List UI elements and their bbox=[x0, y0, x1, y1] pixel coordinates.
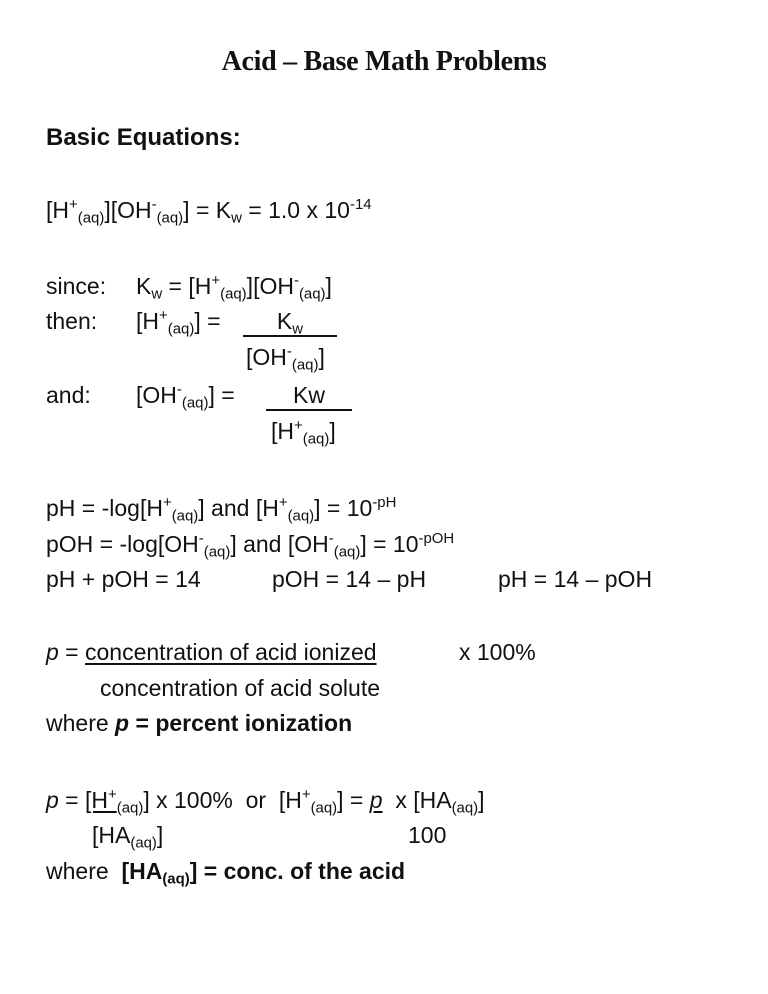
and-label: and: bbox=[46, 382, 91, 408]
percent-formula-2: $p = [H^+_{(aq)}]$ x 100% or $[H^+_{(aq)}] = p$ x $[HA_{(aq)}]$ bbox=[46, 786, 485, 817]
percent-times: x 100% bbox=[459, 639, 536, 665]
percent-formula: p = concentration of acid ionized bbox=[46, 639, 377, 665]
ph-definition: pH = $-\log[H^+_{(aq)}]$ and $[H^+_{(aq)}] = 10^{-pH}$ bbox=[46, 494, 397, 525]
then-numerator: $K_w$ bbox=[243, 307, 337, 337]
and-equation: $[OH^-_{(aq)}]$ = bbox=[136, 381, 235, 412]
page-title: Acid – Base Math Problems bbox=[221, 46, 547, 77]
and-numerator: Kw bbox=[266, 381, 352, 411]
since-equation: $K_w = [H^+_{(aq)}][OH^-_{(aq)}]$ bbox=[136, 272, 332, 303]
poh-definition: pOH = $-\log[OH^-_{(aq)}]$ and $[OH^-_{(aq)}] = 10^{-pOH}$ bbox=[46, 530, 455, 561]
ph-from-poh: pH = 14 – pOH bbox=[498, 566, 653, 592]
ph-sum: pH + pOH = 14 bbox=[46, 566, 201, 592]
poh-from-ph: pOH = 14 – pH bbox=[272, 566, 427, 592]
then-denominator: $[OH^-_{(aq)}]$ bbox=[246, 343, 325, 374]
then-label: then: bbox=[46, 308, 98, 334]
then-equation: $[H^+_{(aq)}]$ = bbox=[136, 307, 221, 338]
percent-2-denominator: $[HA_{(aq)}]$ bbox=[92, 822, 164, 852]
kw-equation: $[H^+_{(aq)}][OH^-_{(aq)}] = K_w = 1.0$ x $10^{-14}$ bbox=[46, 196, 372, 227]
percent-2-divisor: 100 bbox=[408, 822, 447, 848]
percent-where: where p = percent ionization bbox=[46, 710, 353, 736]
since-line: since: bbox=[46, 273, 107, 299]
section-heading: Basic Equations: bbox=[46, 124, 241, 151]
percent-2-where: where $[HA_{(aq)}]$ = conc. of the acid bbox=[46, 858, 406, 888]
percent-denominator: concentration of acid solute bbox=[100, 675, 381, 701]
and-denominator: $[H^+_{(aq)}]$ bbox=[271, 417, 336, 448]
